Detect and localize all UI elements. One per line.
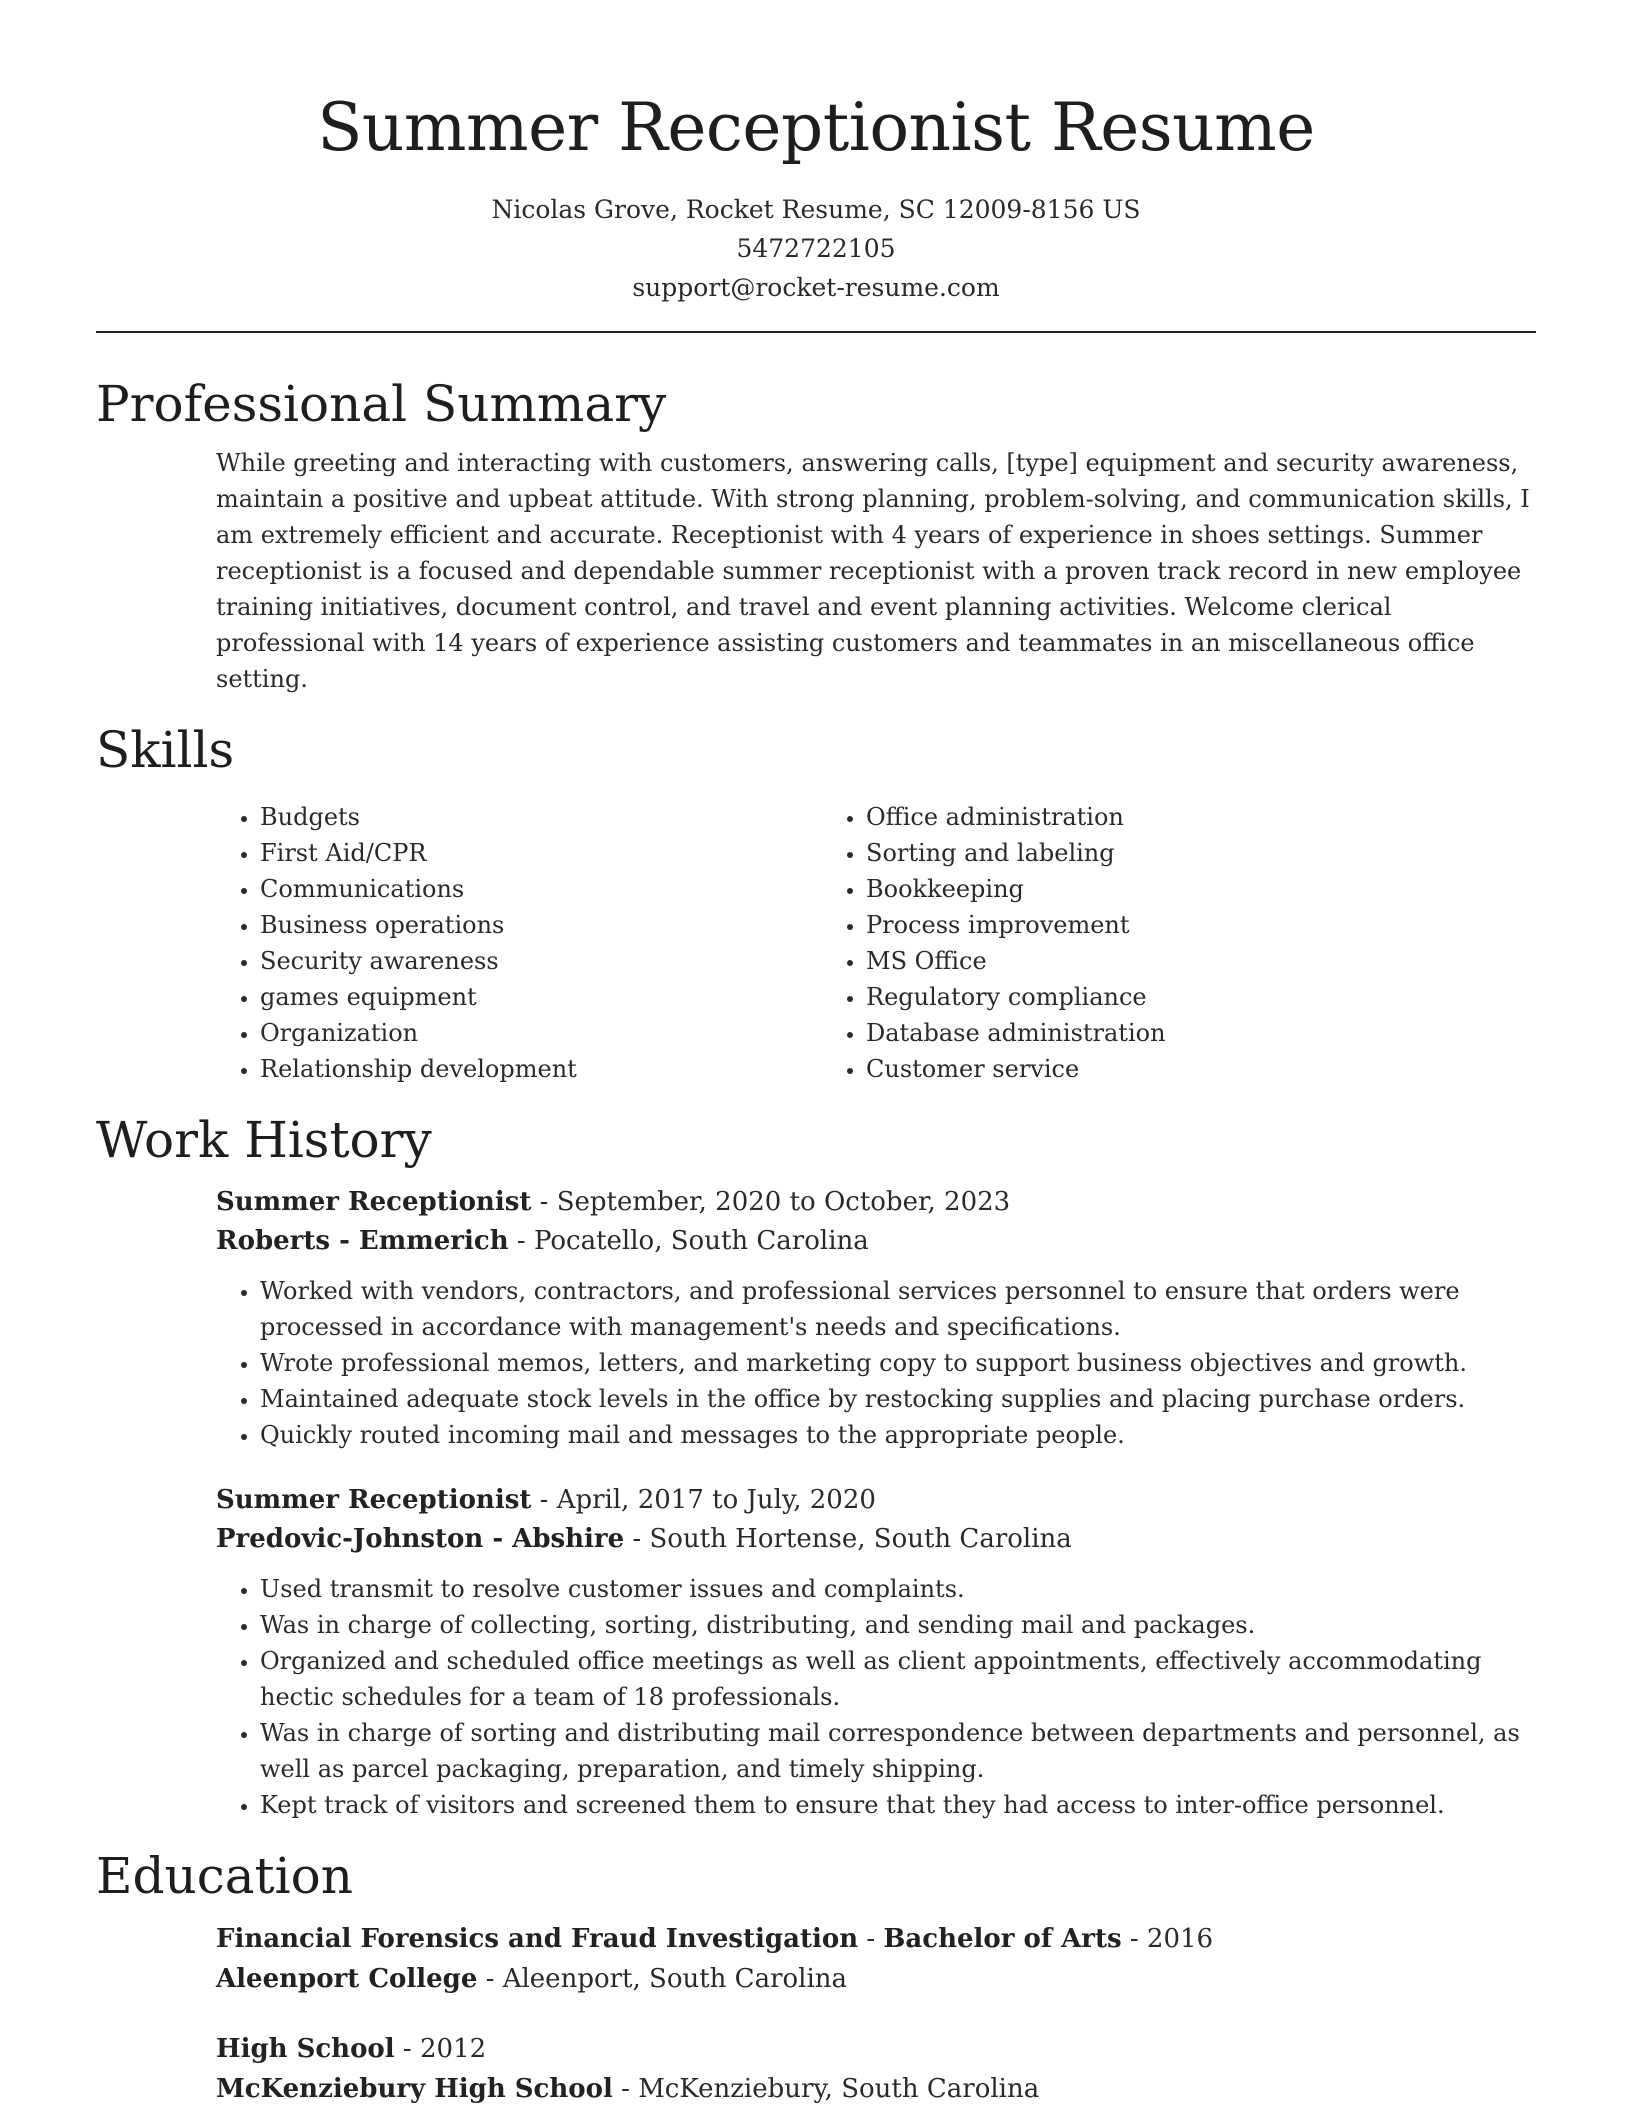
education-program-line [216, 1919, 1536, 1959]
job-bullet: • Was in charge of collecting, sorting, distributing, and sending mail and packages. [260, 1607, 1536, 1643]
resume-title: Summer Receptionist Resume [317, 89, 1315, 166]
separator: - [531, 1485, 557, 1515]
education-location: McKenziebury, South Carolina [638, 2074, 1040, 2104]
job-bullet: • Quickly routed incoming mail and messages to the appropriate people. [260, 1417, 1536, 1453]
contact-address: Nicolas Grove, Rocket Resume, SC 12009-8156 US [491, 195, 1141, 224]
job-entry [216, 1183, 1536, 1453]
skill-item: • Organization [260, 1015, 822, 1051]
job-company-line [216, 1520, 1536, 1559]
job-bullets [216, 1273, 1536, 1453]
job-dates: September, 2020 to October, 2023 [556, 1187, 1011, 1217]
separator: - [394, 2034, 420, 2064]
separator: - [477, 1964, 503, 1994]
education-year: 2012 [419, 2034, 487, 2064]
section-title-skills: Skills [96, 721, 235, 779]
education-section [216, 1919, 1536, 2109]
education-program: Financial Forensics and Fraud Investigation [216, 1924, 859, 1954]
separator: - [858, 1924, 884, 1954]
education-entry [216, 2029, 1536, 2109]
education-entry [216, 1919, 1536, 1999]
summary-text: While greeting and interacting with customers, answering calls, [type] equipment and security awareness, maintain a positive and upbeat attitude. With strong planning, problem-solving, and communication skills, I am extremely efficient and accurate. Receptionist with 4 years of experience in shoes settings. Summer receptionist is a focused and dependable summer receptionist with a proven track record in new employee training initiatives, document control, and travel and event planning activities. Welcome clerical professional with 14 years of experience assisting customers and teammates in an miscellaneous office setting. [216, 449, 1530, 693]
education-school-line [216, 1959, 1536, 1999]
skill-item: • Sorting and labeling [866, 835, 1428, 871]
job-bullets [216, 1571, 1536, 1823]
job-role: Summer Receptionist [216, 1485, 532, 1515]
skill-item: • Budgets [260, 799, 822, 835]
education-program-line [216, 2029, 1536, 2069]
skill-item: • Process improvement [866, 907, 1428, 943]
skill-item: • Security awareness [260, 943, 822, 979]
section-title-summary: Professional Summary [96, 375, 667, 433]
skill-item: • games equipment [260, 979, 822, 1015]
job-location: South Hortense, South Carolina [649, 1524, 1072, 1554]
skill-item: • Office administration [866, 799, 1428, 835]
skill-item: • Customer service [866, 1051, 1428, 1087]
job-bullet: • Wrote professional memos, letters, and marketing copy to support business objectives and growth. [260, 1345, 1536, 1381]
contact-phone: 5472722105 [736, 234, 896, 263]
work-history-section [216, 1183, 1536, 1823]
header-divider [96, 331, 1536, 333]
contact-info [96, 190, 1536, 307]
job-bullet: • Organized and scheduled office meetings as well as client appointments, effectively accommodating hectic schedules for a team of 18 professionals. [260, 1643, 1536, 1715]
skills-list-left [216, 799, 822, 1087]
job-location: Pocatello, South Carolina [533, 1226, 869, 1256]
skill-item: • Database administration [866, 1015, 1428, 1051]
resume-page [96, 0, 1536, 2109]
job-bullet: • Used transmit to resolve customer issues and complaints. [260, 1571, 1536, 1607]
section-title-education: Education [96, 1847, 353, 1905]
skill-item: • Communications [260, 871, 822, 907]
section-title-work-history: Work History [96, 1111, 432, 1169]
skills-list-right [822, 799, 1428, 1087]
separator: - [612, 2074, 639, 2104]
skill-item: • Bookkeeping [866, 871, 1428, 907]
skills-columns [216, 799, 1536, 1087]
skills-section [216, 799, 1536, 1087]
education-program: High School [216, 2034, 395, 2064]
job-company: Roberts - Emmerich [216, 1226, 509, 1256]
separator: - [624, 1524, 650, 1554]
education-degree: Bachelor of Arts [883, 1924, 1122, 1954]
contact-email: support@rocket-resume.com [632, 273, 1000, 302]
job-role-line [216, 1481, 1536, 1520]
job-dates: April, 2017 to July, 2020 [556, 1485, 876, 1515]
job-bullet: • Kept track of visitors and screened them to ensure that they had access to inter-office personnel. [260, 1787, 1536, 1823]
separator: - [1121, 1924, 1147, 1954]
skill-item: • Business operations [260, 907, 822, 943]
skill-item: • Regulatory compliance [866, 979, 1428, 1015]
education-school-line [216, 2069, 1536, 2109]
education-school: McKenziebury High School [216, 2074, 613, 2104]
separator: - [531, 1187, 557, 1217]
job-bullet: • Worked with vendors, contractors, and professional services personnel to ensure that orders were processed in accordance with management's needs and specifications. [260, 1273, 1536, 1345]
separator: - [508, 1226, 534, 1256]
job-role-line [216, 1183, 1536, 1222]
job-bullet: • Maintained adequate stock levels in the office by restocking supplies and placing purchase orders. [260, 1381, 1536, 1417]
job-entry [216, 1481, 1536, 1823]
resume-header [96, 0, 1536, 307]
job-company: Predovic-Johnston - Abshire [216, 1524, 625, 1554]
skill-item: • Relationship development [260, 1051, 822, 1087]
job-bullet: • Was in charge of sorting and distributing mail correspondence between departments and personnel, as well as parcel packaging, preparation, and timely shipping. [260, 1715, 1536, 1787]
education-year: 2016 [1146, 1924, 1214, 1954]
job-role: Summer Receptionist [216, 1187, 532, 1217]
skill-item: • First Aid/CPR [260, 835, 822, 871]
education-school: Aleenport College [216, 1964, 478, 1994]
job-company-line [216, 1222, 1536, 1261]
skill-item: • MS Office [866, 943, 1428, 979]
education-location: Aleenport, South Carolina [502, 1964, 848, 1994]
